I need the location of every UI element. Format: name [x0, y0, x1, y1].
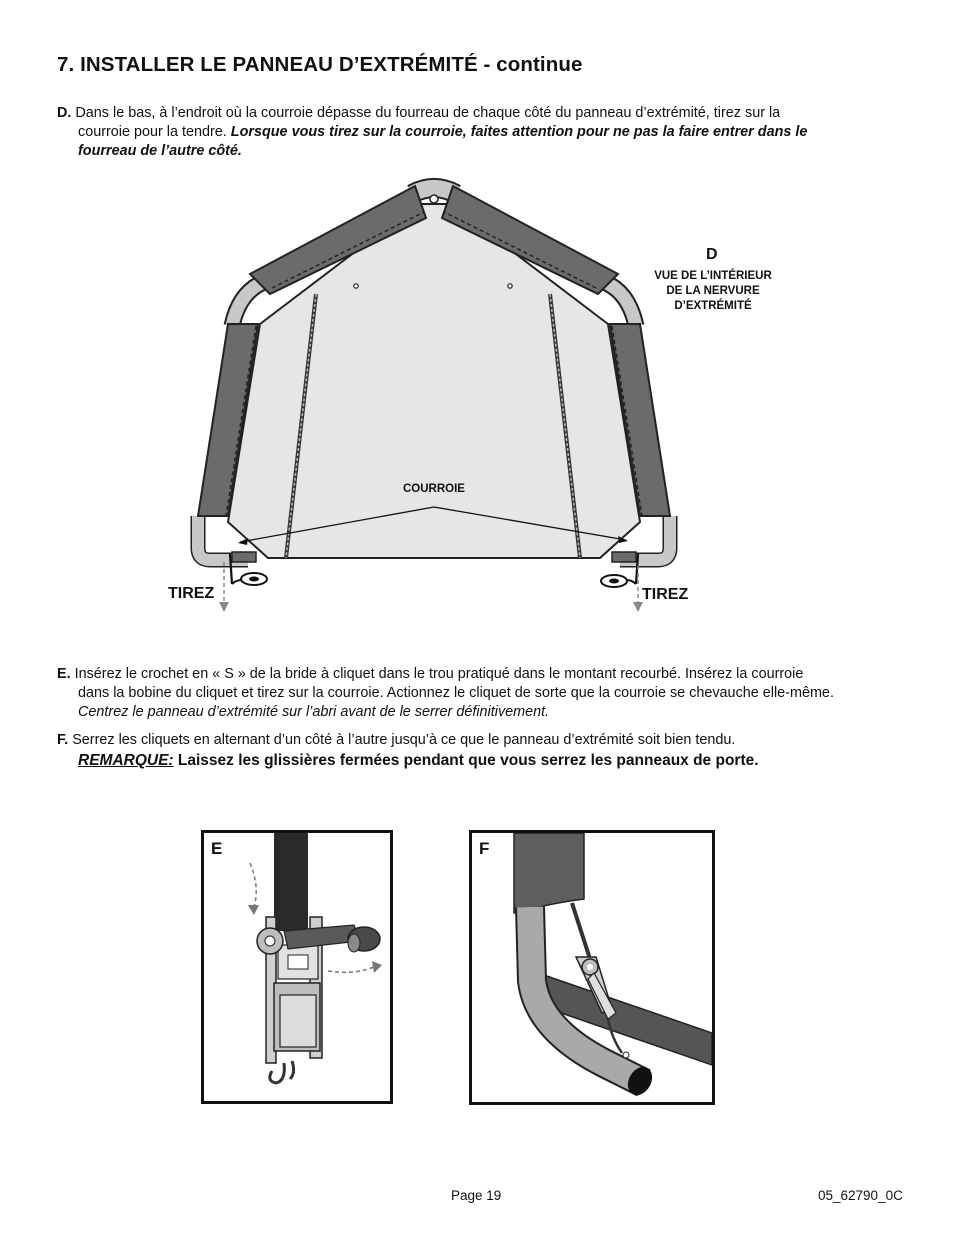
pull-label-right: TIREZ [642, 586, 689, 603]
step-f-paragraph [57, 731, 927, 772]
tightening-illustration [472, 833, 712, 1102]
figure-e-panel [201, 830, 393, 1104]
step-d-warning: Lorsque vous tirez sur la courroie, faites attention pour ne pas la faire entrer dans le [230, 124, 808, 140]
step-e-letter: E. [57, 666, 71, 682]
section-heading: 7. INSTALLER LE PANNEAU D’EXTRÉMITÉ - continue [57, 53, 583, 76]
ratchet-illustration [204, 833, 390, 1101]
step-e-paragraph [57, 665, 927, 722]
step-f-letter: F. [57, 732, 69, 748]
step-e-line2: dans la bobine du cliquet et tirez sur la courroie. Actionnez le cliquet de sorte que la courroie se chevauche elle-même. [78, 685, 834, 701]
note-text: Laissez les glissières fermées pendant que vous serrez les panneaux de porte. [177, 752, 759, 769]
note-label: REMARQUE: [78, 752, 174, 769]
step-e-line1: Insérez le crochet en « S » de la bride à cliquet dans le trou pratiqué dans le montant recourbé. Insérez la courroie [74, 666, 804, 682]
figure-d-caption [640, 269, 786, 314]
figure-f-panel [469, 830, 715, 1105]
document-code: 05_62790_0C [818, 1188, 903, 1203]
step-d-letter: D. [57, 105, 72, 121]
figure-d-letter: D [706, 246, 718, 263]
step-d-line1: Dans le bas, à l’endroit où la courroie dépasse du fourreau de chaque côté du panneau d’extrémité, tirez sur la [75, 105, 781, 121]
step-d-paragraph [57, 104, 917, 161]
step-d-line2: courroie pour la tendre. [78, 124, 227, 140]
step-f-line1: Serrez les cliquets en alternant d’un côté à l’autre jusqu’à ce que le panneau d’extrémité soit bien tendu. [72, 732, 736, 748]
figure-d-caption-line3: D’EXTRÉMITÉ [674, 300, 752, 312]
step-e-line3: Centrez le panneau d’extrémité sur l’abri avant de le serrer définitivement. [78, 704, 550, 720]
figure-f-letter: F [479, 839, 490, 858]
end-panel-illustration [180, 176, 700, 621]
figure-d-caption-line1: VUE DE L’INTÉRIEUR [654, 270, 772, 282]
step-d-warning-cont: fourreau de l’autre côté. [78, 143, 242, 159]
figure-e-letter: E [211, 839, 223, 858]
pull-label-left: TIREZ [168, 585, 215, 602]
page-number: Page 19 [451, 1188, 502, 1203]
figure-d-caption-line2: DE LA NERVURE [666, 285, 760, 297]
strap-label: COURROIE [403, 483, 465, 495]
